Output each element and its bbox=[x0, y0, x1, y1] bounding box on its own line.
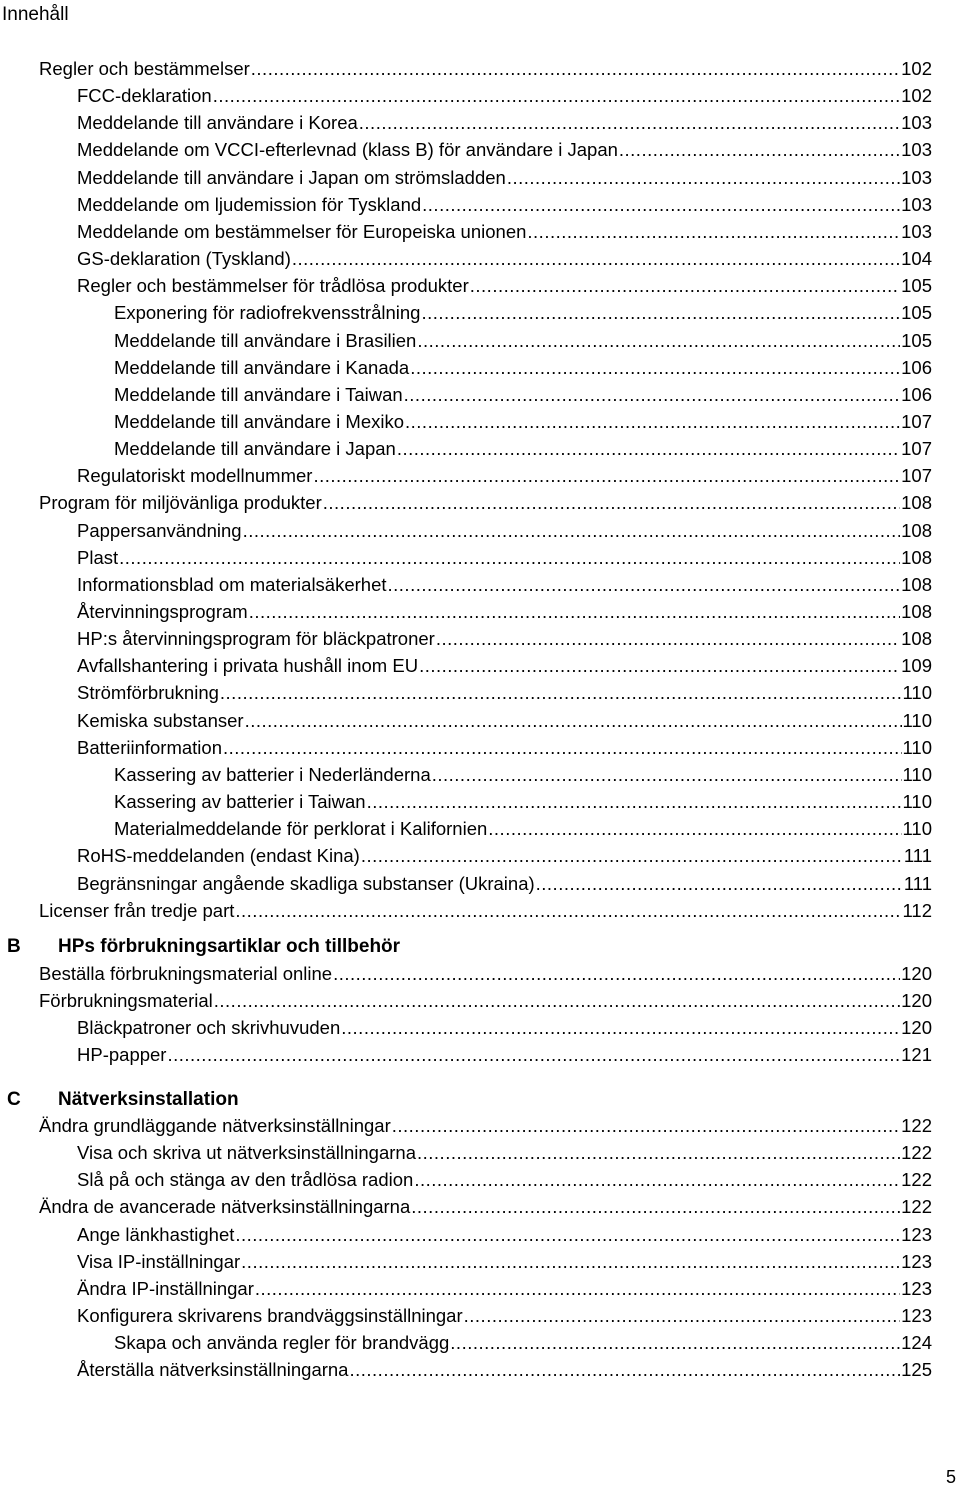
toc-entry-label: Meddelande till användare i Japan bbox=[114, 438, 396, 460]
toc-entry-label: FCC-deklaration bbox=[77, 85, 212, 107]
toc-entry[interactable] bbox=[77, 843, 932, 869]
toc-leader-dots bbox=[507, 165, 900, 191]
toc-entry[interactable] bbox=[114, 436, 932, 462]
toc-entry[interactable] bbox=[114, 789, 932, 815]
toc-entry-label: Pappersanvändning bbox=[77, 519, 242, 541]
toc-entry-label: Skapa och använda regler för brandvägg bbox=[114, 1332, 450, 1354]
toc-entry[interactable] bbox=[77, 871, 932, 897]
toc-leader-dots bbox=[292, 246, 900, 272]
toc-entry-label: Meddelande till användare i Brasilien bbox=[114, 329, 417, 351]
toc-entry[interactable] bbox=[77, 137, 932, 163]
toc-entry[interactable] bbox=[39, 56, 932, 82]
toc-entry-page: 105 bbox=[901, 275, 932, 297]
toc-entry-label: Återställa nätverksinställningarna bbox=[77, 1359, 349, 1381]
toc-entry-page: 122 bbox=[901, 1142, 932, 1164]
toc-entry[interactable] bbox=[77, 273, 932, 299]
toc-leader-dots bbox=[410, 355, 900, 381]
toc-entry-label: Begränsningar angående skadliga substanser (Ukraina) bbox=[77, 872, 535, 894]
toc-entry[interactable] bbox=[77, 219, 932, 245]
toc-entry-page: 102 bbox=[901, 58, 932, 79]
toc-entry-page: 108 bbox=[901, 519, 932, 541]
toc-leader-dots bbox=[619, 137, 900, 163]
toc-leader-dots bbox=[235, 1222, 900, 1248]
toc-entry[interactable] bbox=[77, 83, 932, 109]
toc-leader-dots bbox=[214, 988, 900, 1014]
toc-entry-label: Avfallshantering i privata hushåll inom EU bbox=[77, 655, 419, 677]
toc-entry[interactable] bbox=[77, 165, 932, 191]
toc-entry[interactable] bbox=[77, 1167, 932, 1193]
toc-leader-dots bbox=[397, 436, 900, 462]
toc-entry-page: 125 bbox=[901, 1359, 932, 1381]
toc-leader-dots bbox=[422, 192, 900, 218]
toc-leader-dots bbox=[405, 409, 900, 435]
toc-leader-dots bbox=[392, 1113, 900, 1139]
toc-entry-page: 103 bbox=[901, 112, 932, 134]
toc-entry-label: Beställa förbrukningsmaterial online bbox=[39, 963, 333, 984]
toc-entry[interactable] bbox=[39, 490, 932, 516]
toc-entry-label: Meddelande till användare i Korea bbox=[77, 112, 358, 134]
toc-entry-page: 107 bbox=[901, 465, 932, 487]
toc-leader-dots bbox=[223, 735, 902, 761]
toc-entry[interactable] bbox=[114, 382, 932, 408]
toc-entry-page: 106 bbox=[901, 383, 932, 405]
toc-entry[interactable] bbox=[114, 816, 932, 842]
toc-entry-label: Ange länkhastighet bbox=[77, 1223, 235, 1245]
toc-leader-dots bbox=[411, 1194, 900, 1220]
toc-entry[interactable] bbox=[77, 626, 932, 652]
toc-entry-label: Kemiska substanser bbox=[77, 709, 244, 731]
toc-entry-page: 120 bbox=[901, 1017, 932, 1039]
toc-entry[interactable] bbox=[39, 1194, 932, 1220]
toc-entry-label: Meddelande till användare i Taiwan bbox=[114, 383, 403, 405]
toc-leader-dots bbox=[432, 762, 902, 788]
toc-entry-label: Strömförbrukning bbox=[77, 682, 219, 704]
toc-leader-dots bbox=[404, 382, 900, 408]
toc-entry-label: Bläckpatroner och skrivhuvuden bbox=[77, 1017, 341, 1039]
toc-entry-page: 124 bbox=[901, 1332, 932, 1354]
toc-leader-dots bbox=[450, 1330, 900, 1356]
toc-entry[interactable] bbox=[77, 1222, 932, 1248]
toc-entry[interactable] bbox=[114, 409, 932, 435]
toc-entry-label: Ändra IP-inställningar bbox=[77, 1277, 254, 1299]
chapter-title: HPs förbrukningsartiklar och tillbehör bbox=[58, 936, 401, 957]
toc-leader-dots bbox=[464, 1303, 900, 1329]
toc-entry-page: 110 bbox=[902, 709, 932, 731]
toc-entry-page: 111 bbox=[903, 845, 932, 867]
toc-leader-dots bbox=[167, 1042, 900, 1068]
toc-leader-dots bbox=[313, 463, 900, 489]
toc-entry-page: 108 bbox=[901, 546, 932, 568]
toc-leader-dots bbox=[417, 328, 900, 354]
toc-entry[interactable] bbox=[39, 1113, 932, 1139]
toc-leader-dots bbox=[470, 273, 900, 299]
toc-entry-label: Meddelande till användare i Kanada bbox=[114, 356, 410, 378]
toc-leader-dots bbox=[241, 1249, 900, 1275]
toc-entry[interactable] bbox=[39, 961, 932, 987]
toc-entry-page: 105 bbox=[901, 302, 932, 324]
toc-leader-dots bbox=[245, 708, 902, 734]
toc-entry-label: Program för miljövänliga produkter bbox=[39, 492, 322, 514]
toc-entry-page: 106 bbox=[901, 356, 932, 378]
toc-entry[interactable] bbox=[39, 898, 932, 924]
toc-entry-page: 110 bbox=[902, 682, 932, 704]
toc-entry-label: Konfigurera skrivarens brandväggsinställningar bbox=[77, 1305, 463, 1327]
chapter-heading-b[interactable] bbox=[0, 933, 940, 961]
page-header-title: Innehåll bbox=[2, 4, 69, 25]
toc-entry-label: Meddelande om VCCI-efterlevnad (klass B) för användare i Japan bbox=[77, 139, 618, 161]
toc-leader-dots bbox=[419, 653, 900, 679]
toc-entry-label: Batteriinformation bbox=[77, 736, 222, 758]
toc-entry[interactable] bbox=[77, 653, 932, 679]
toc-entry[interactable] bbox=[77, 110, 932, 136]
toc-entry[interactable] bbox=[77, 1303, 932, 1329]
toc-entry[interactable] bbox=[77, 463, 932, 489]
toc-entry-page: 122 bbox=[901, 1169, 932, 1191]
toc-entry[interactable] bbox=[114, 355, 932, 381]
toc-leader-dots bbox=[213, 83, 900, 109]
toc-entry-label: Meddelande om bestämmelser för Europeiska unionen bbox=[77, 220, 527, 242]
toc-entry-label: Meddelande till användare i Japan om strömsladden bbox=[77, 166, 506, 188]
toc-entry-label: RoHS-meddelanden (endast Kina) bbox=[77, 845, 360, 867]
toc-entry[interactable] bbox=[77, 1276, 932, 1302]
toc-entry-page: 104 bbox=[901, 248, 932, 270]
toc-entry-page: 103 bbox=[901, 193, 932, 215]
toc-leader-dots bbox=[536, 871, 903, 897]
toc-entry-label: Ändra grundläggande nätverksinställningar bbox=[39, 1115, 391, 1136]
toc-entry-label: Regler och bestämmelser bbox=[39, 58, 250, 79]
chapter-letter: C bbox=[7, 1089, 21, 1110]
toc-entry-label: Meddelande om ljudemission för Tyskland bbox=[77, 193, 422, 215]
toc-entry[interactable] bbox=[77, 680, 932, 706]
toc-entry-page: 110 bbox=[902, 736, 932, 758]
toc-entry[interactable] bbox=[114, 300, 932, 326]
toc-entry-label: Regulatoriskt modellnummer bbox=[77, 465, 313, 487]
toc-entry-page: 120 bbox=[901, 963, 932, 984]
toc-leader-dots bbox=[421, 300, 900, 326]
toc-entry-page: 123 bbox=[901, 1250, 932, 1272]
toc-entry-label: HP:s återvinningsprogram för bläckpatroner bbox=[77, 628, 435, 650]
toc-entry-label: Licenser från tredje part bbox=[39, 899, 235, 921]
toc-entry-page: 122 bbox=[901, 1115, 932, 1136]
toc-entry[interactable] bbox=[77, 572, 932, 598]
toc-entry-label: Meddelande till användare i Mexiko bbox=[114, 410, 405, 432]
toc-entry-page: 121 bbox=[901, 1044, 932, 1066]
chapter-heading-c[interactable] bbox=[0, 1086, 940, 1114]
toc-leader-dots bbox=[249, 599, 900, 625]
toc-entry[interactable] bbox=[77, 518, 932, 544]
toc-entry[interactable] bbox=[77, 192, 932, 218]
toc-entry[interactable] bbox=[77, 545, 932, 571]
toc-leader-dots bbox=[359, 110, 900, 136]
toc-entry[interactable] bbox=[114, 1330, 932, 1356]
toc-entry-page: 123 bbox=[901, 1305, 932, 1327]
toc-entry-label: Regler och bestämmelser för trådlösa produkter bbox=[77, 275, 469, 297]
toc-entry-page: 105 bbox=[901, 329, 932, 351]
toc-entry-page: 122 bbox=[901, 1196, 932, 1218]
toc-entry[interactable] bbox=[77, 1140, 932, 1166]
toc-leader-dots bbox=[119, 545, 900, 571]
toc-entry-page: 108 bbox=[901, 628, 932, 650]
toc-entry-page: 103 bbox=[901, 166, 932, 188]
toc-entry-page: 107 bbox=[901, 410, 932, 432]
toc-leader-dots bbox=[251, 56, 900, 82]
toc-leader-dots bbox=[417, 1140, 900, 1166]
toc-entry-page: 110 bbox=[902, 791, 932, 813]
toc-leader-dots bbox=[367, 789, 902, 815]
toc-leader-dots bbox=[323, 490, 900, 516]
toc-entry-label: Förbrukningsmaterial bbox=[39, 990, 213, 1012]
toc-entry-page: 108 bbox=[901, 573, 932, 595]
toc-entry[interactable] bbox=[77, 599, 932, 625]
toc-entry[interactable] bbox=[114, 762, 932, 788]
toc-leader-dots bbox=[349, 1357, 900, 1383]
toc-entry-page: 109 bbox=[901, 655, 932, 677]
toc-leader-dots bbox=[235, 898, 901, 924]
chapter-letter: B bbox=[7, 936, 21, 957]
toc-entry-label: Kassering av batterier i Taiwan bbox=[114, 791, 366, 813]
toc-entry[interactable] bbox=[77, 246, 932, 272]
toc-entry-page: 107 bbox=[901, 438, 932, 460]
page-number: 5 bbox=[945, 1467, 956, 1487]
toc-entry-page: 103 bbox=[901, 139, 932, 161]
toc-entry[interactable] bbox=[77, 708, 932, 734]
toc-entry[interactable] bbox=[39, 988, 932, 1014]
toc-entry-page: 110 bbox=[902, 763, 932, 785]
toc-leader-dots bbox=[527, 219, 900, 245]
toc-entry[interactable] bbox=[77, 1357, 932, 1383]
toc-leader-dots bbox=[333, 961, 900, 987]
toc-entry-page: 112 bbox=[902, 899, 932, 921]
toc-entry-label: Återvinningsprogram bbox=[77, 601, 248, 622]
toc-entry-label: Materialmeddelande för perklorat i Kalifornien bbox=[114, 818, 488, 840]
toc-entry-page: 123 bbox=[901, 1223, 932, 1245]
toc-entry-page: 102 bbox=[901, 85, 932, 107]
toc-leader-dots bbox=[414, 1167, 900, 1193]
toc-entry-label: Kassering av batterier i Nederländerna bbox=[114, 763, 431, 785]
toc-entry-page: 111 bbox=[903, 872, 932, 894]
toc-entry-label: Exponering för radiofrekvensstrålning bbox=[114, 302, 421, 324]
toc-entry-page: 110 bbox=[902, 818, 932, 840]
toc-entry-page: 123 bbox=[901, 1277, 932, 1299]
toc-entry[interactable] bbox=[77, 1015, 932, 1041]
toc-entry-label: Visa IP-inställningar bbox=[77, 1250, 241, 1272]
toc-leader-dots bbox=[436, 626, 900, 652]
toc-entry-label: Slå på och stänga av den trådlösa radion bbox=[77, 1169, 414, 1191]
toc-leader-dots bbox=[220, 680, 902, 706]
chapter-title: Nätverksinstallation bbox=[58, 1089, 239, 1110]
toc-entry[interactable] bbox=[77, 1249, 932, 1275]
toc-entry-label: HP-papper bbox=[77, 1044, 167, 1066]
toc-leader-dots bbox=[255, 1276, 900, 1302]
toc-leader-dots bbox=[341, 1015, 900, 1041]
toc-entry-label: GS-deklaration (Tyskland) bbox=[77, 248, 291, 270]
toc-entry-page: 120 bbox=[901, 990, 932, 1012]
toc-entry[interactable] bbox=[77, 735, 932, 761]
toc-entry-page: 103 bbox=[901, 220, 932, 242]
toc-entry-page: 108 bbox=[901, 601, 932, 622]
toc-entry-label: Ändra de avancerade nätverksinställningarna bbox=[39, 1196, 411, 1218]
toc-leader-dots bbox=[361, 843, 903, 869]
toc-leader-dots bbox=[488, 816, 901, 842]
toc-leader-dots bbox=[388, 572, 901, 598]
toc-leader-dots bbox=[243, 518, 901, 544]
toc-entry-label: Plast bbox=[77, 546, 119, 568]
toc-entry-label: Informationsblad om materialsäkerhet bbox=[77, 573, 387, 595]
toc-entry-page: 108 bbox=[901, 492, 932, 514]
toc-entry-label: Visa och skriva ut nätverksinställningarna bbox=[77, 1142, 416, 1164]
toc-entry[interactable] bbox=[114, 328, 932, 354]
toc-entry[interactable] bbox=[77, 1042, 932, 1068]
